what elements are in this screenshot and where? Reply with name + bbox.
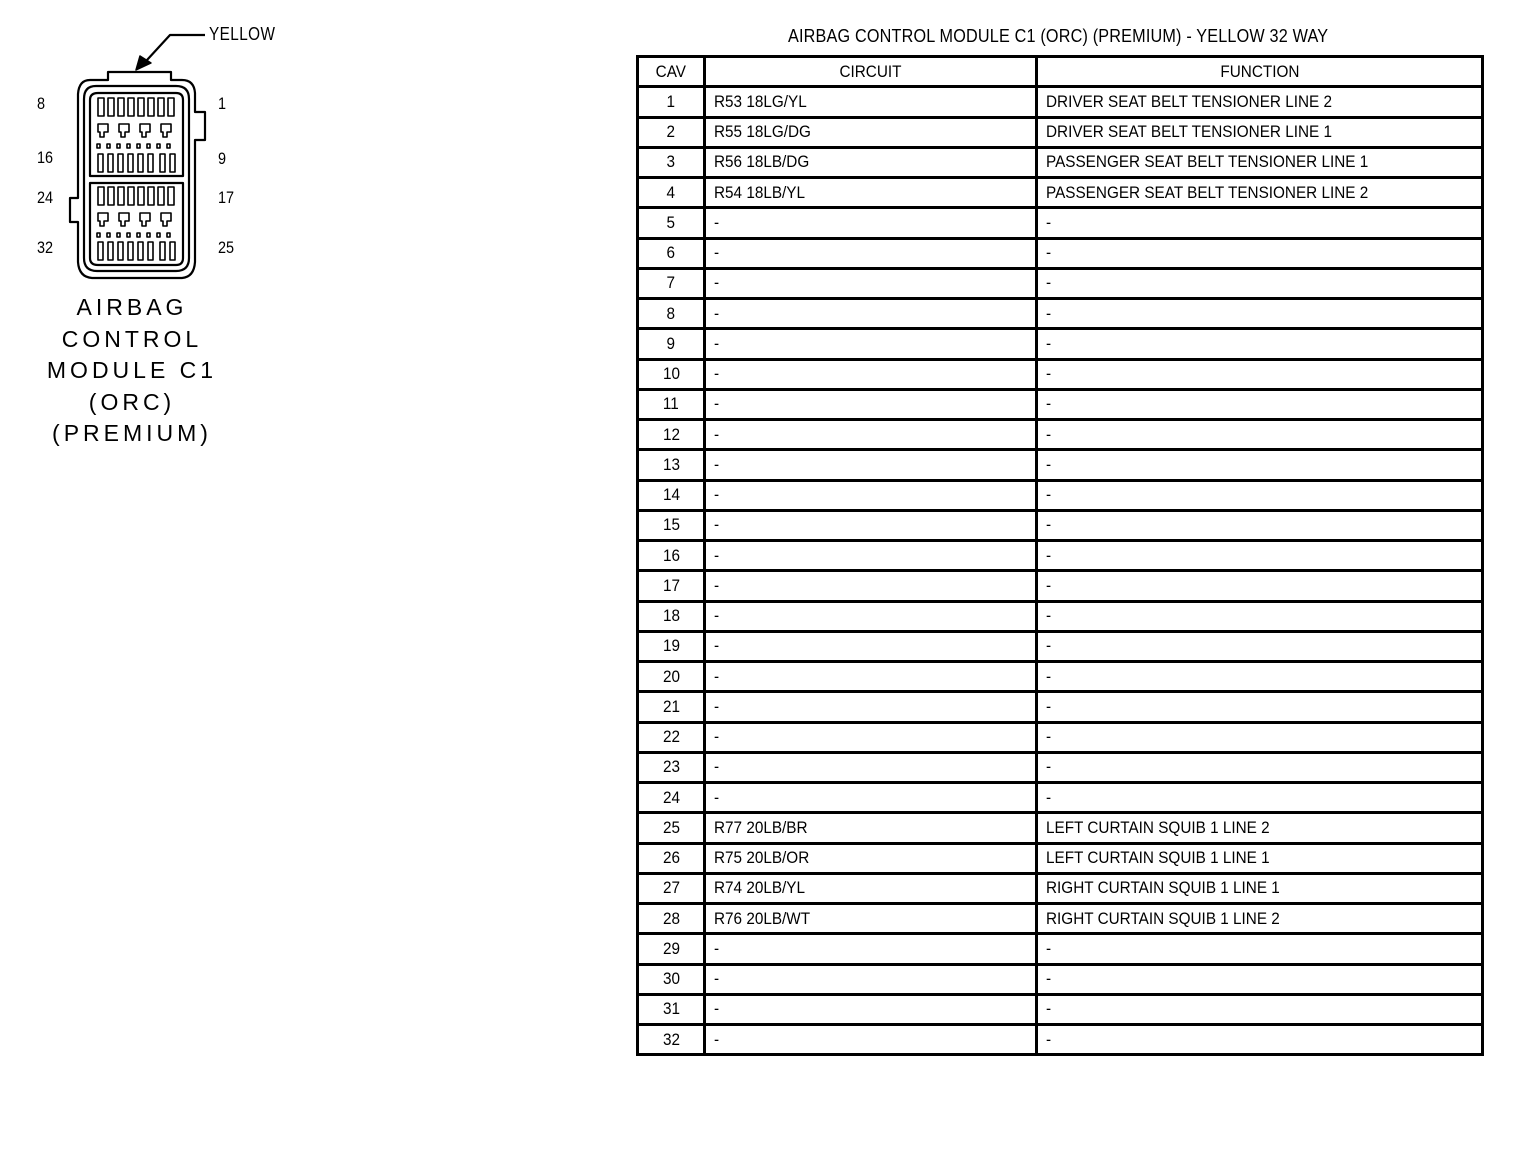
circuit-cell: R74 20LB/YL — [705, 873, 1037, 903]
circuit-cell: R53 18LG/YL — [705, 87, 1037, 117]
pin-label-lower-mid-left: 24 — [37, 188, 54, 207]
circuit-cell: - — [705, 480, 1037, 510]
cav-cell: 28 — [638, 904, 705, 934]
cav-cell: 22 — [638, 722, 705, 752]
connector-name-line-5: (PREMIUM) — [52, 420, 212, 446]
function-cell: - — [1037, 268, 1483, 298]
table-row — [638, 329, 1483, 359]
cav-cell: 26 — [638, 843, 705, 873]
circuit-cell: - — [705, 692, 1037, 722]
pin-label-upper-mid-right: 9 — [218, 149, 227, 168]
function-cell: - — [1037, 420, 1483, 450]
table-row — [638, 601, 1483, 631]
cav-cell: 20 — [638, 662, 705, 692]
pinout-table — [636, 55, 1484, 1056]
cav-cell: 27 — [638, 873, 705, 903]
function-cell: - — [1037, 480, 1483, 510]
circuit-cell: - — [705, 450, 1037, 480]
circuit-cell: - — [705, 541, 1037, 571]
function-cell: - — [1037, 964, 1483, 994]
table-row — [638, 934, 1483, 964]
circuit-cell: - — [705, 238, 1037, 268]
circuit-cell: - — [705, 510, 1037, 540]
table-row — [638, 692, 1483, 722]
circuit-cell: - — [705, 389, 1037, 419]
function-cell: - — [1037, 571, 1483, 601]
cav-cell: 2 — [638, 117, 705, 147]
circuit-cell: - — [705, 359, 1037, 389]
function-cell: - — [1037, 601, 1483, 631]
circuit-cell: R54 18LB/YL — [705, 178, 1037, 208]
table-row — [638, 87, 1483, 117]
circuit-cell: - — [705, 571, 1037, 601]
cav-cell: 4 — [638, 178, 705, 208]
pinout-table-body — [638, 87, 1483, 1055]
cav-cell: 3 — [638, 147, 705, 177]
cav-cell: 21 — [638, 692, 705, 722]
column-header-function: FUNCTION — [1037, 57, 1483, 87]
cav-cell: 1 — [638, 87, 705, 117]
table-row — [638, 268, 1483, 298]
table-row — [638, 480, 1483, 510]
cav-cell: 16 — [638, 541, 705, 571]
table-row — [638, 359, 1483, 389]
cav-cell: 8 — [638, 299, 705, 329]
function-cell: - — [1037, 450, 1483, 480]
pin-label-top-right: 1 — [218, 94, 227, 113]
circuit-cell: R77 20LB/BR — [705, 813, 1037, 843]
cav-cell: 25 — [638, 813, 705, 843]
function-cell: - — [1037, 631, 1483, 661]
table-row — [638, 117, 1483, 147]
function-cell: LEFT CURTAIN SQUIB 1 LINE 2 — [1037, 813, 1483, 843]
circuit-cell: - — [705, 299, 1037, 329]
table-row — [638, 964, 1483, 994]
circuit-cell: - — [705, 994, 1037, 1024]
circuit-cell: R76 20LB/WT — [705, 904, 1037, 934]
cav-cell: 13 — [638, 450, 705, 480]
function-cell: DRIVER SEAT BELT TENSIONER LINE 1 — [1037, 117, 1483, 147]
table-row — [638, 752, 1483, 782]
table-row — [638, 662, 1483, 692]
table-row — [638, 299, 1483, 329]
cav-cell: 31 — [638, 994, 705, 1024]
pin-label-top-left: 8 — [37, 94, 46, 113]
circuit-cell: - — [705, 631, 1037, 661]
table-row — [638, 631, 1483, 661]
table-row — [638, 208, 1483, 238]
circuit-cell: - — [705, 329, 1037, 359]
function-cell: RIGHT CURTAIN SQUIB 1 LINE 1 — [1037, 873, 1483, 903]
function-cell: - — [1037, 994, 1483, 1024]
function-cell: LEFT CURTAIN SQUIB 1 LINE 1 — [1037, 843, 1483, 873]
cav-cell: 11 — [638, 389, 705, 419]
circuit-cell: - — [705, 662, 1037, 692]
function-cell: - — [1037, 299, 1483, 329]
function-cell: - — [1037, 329, 1483, 359]
circuit-cell: - — [705, 208, 1037, 238]
pin-label-bottom-right: 25 — [218, 238, 235, 257]
table-row — [638, 722, 1483, 752]
connector-diagram — [0, 0, 330, 480]
function-cell: - — [1037, 359, 1483, 389]
function-cell: - — [1037, 541, 1483, 571]
cav-cell: 9 — [638, 329, 705, 359]
color-callout-label: YELLOW — [209, 24, 276, 44]
table-title — [637, 26, 1479, 47]
circuit-cell: - — [705, 964, 1037, 994]
table-row — [638, 389, 1483, 419]
table-title-text: AIRBAG CONTROL MODULE C1 (ORC) (PREMIUM) - YELLOW 32 WAY — [787, 26, 1329, 46]
table-row — [638, 571, 1483, 601]
cav-cell: 5 — [638, 208, 705, 238]
cav-cell: 6 — [638, 238, 705, 268]
function-cell: - — [1037, 783, 1483, 813]
function-cell: - — [1037, 208, 1483, 238]
circuit-cell: - — [705, 1025, 1037, 1055]
function-cell: - — [1037, 662, 1483, 692]
cav-cell: 12 — [638, 420, 705, 450]
table-row — [638, 873, 1483, 903]
table-row — [638, 783, 1483, 813]
table-row — [638, 904, 1483, 934]
cav-cell: 18 — [638, 601, 705, 631]
pin-label-lower-mid-right: 17 — [218, 188, 235, 207]
column-header-circuit: CIRCUIT — [705, 57, 1037, 87]
table-row — [638, 178, 1483, 208]
table-row — [638, 994, 1483, 1024]
cav-cell: 10 — [638, 359, 705, 389]
function-cell: - — [1037, 238, 1483, 268]
cav-cell: 32 — [638, 1025, 705, 1055]
circuit-cell: - — [705, 601, 1037, 631]
function-cell: PASSENGER SEAT BELT TENSIONER LINE 2 — [1037, 178, 1483, 208]
circuit-cell: - — [705, 420, 1037, 450]
pin-label-bottom-left: 32 — [37, 238, 54, 257]
table-row — [638, 541, 1483, 571]
connector-name-line-3: MODULE C1 — [46, 357, 218, 383]
cav-cell: 14 — [638, 480, 705, 510]
circuit-cell: - — [705, 752, 1037, 782]
table-row — [638, 813, 1483, 843]
function-cell: DRIVER SEAT BELT TENSIONER LINE 2 — [1037, 87, 1483, 117]
connector-name-line-2: CONTROL — [61, 325, 203, 352]
circuit-cell: R55 18LG/DG — [705, 117, 1037, 147]
function-cell: - — [1037, 752, 1483, 782]
function-cell: - — [1037, 692, 1483, 722]
pin-label-upper-mid-left: 16 — [37, 148, 54, 167]
cav-cell: 23 — [638, 752, 705, 782]
circuit-cell: - — [705, 934, 1037, 964]
function-cell: RIGHT CURTAIN SQUIB 1 LINE 2 — [1037, 904, 1483, 934]
cav-cell: 19 — [638, 631, 705, 661]
circuit-cell: - — [705, 722, 1037, 752]
table-row — [638, 450, 1483, 480]
circuit-cell: R75 20LB/OR — [705, 843, 1037, 873]
table-header-row — [638, 57, 1483, 87]
cav-cell: 29 — [638, 934, 705, 964]
table-row — [638, 1025, 1483, 1055]
column-header-cav: CAV — [638, 57, 705, 87]
function-cell: - — [1037, 722, 1483, 752]
circuit-cell: - — [705, 783, 1037, 813]
function-cell: - — [1037, 1025, 1483, 1055]
cav-cell: 17 — [638, 571, 705, 601]
function-cell: PASSENGER SEAT BELT TENSIONER LINE 1 — [1037, 147, 1483, 177]
table-row — [638, 420, 1483, 450]
function-cell: - — [1037, 389, 1483, 419]
table-row — [638, 147, 1483, 177]
circuit-cell: - — [705, 268, 1037, 298]
cav-cell: 7 — [638, 268, 705, 298]
function-cell: - — [1037, 934, 1483, 964]
table-row — [638, 843, 1483, 873]
connector-name-line-4: (ORC) — [88, 388, 176, 415]
function-cell: - — [1037, 510, 1483, 540]
connector-name-line-1: AIRBAG — [76, 294, 188, 320]
connector-name — [20, 292, 244, 450]
table-row — [638, 510, 1483, 540]
circuit-cell: R56 18LB/DG — [705, 147, 1037, 177]
cav-cell: 30 — [638, 964, 705, 994]
cav-cell: 24 — [638, 783, 705, 813]
table-row — [638, 238, 1483, 268]
cav-cell: 15 — [638, 510, 705, 540]
